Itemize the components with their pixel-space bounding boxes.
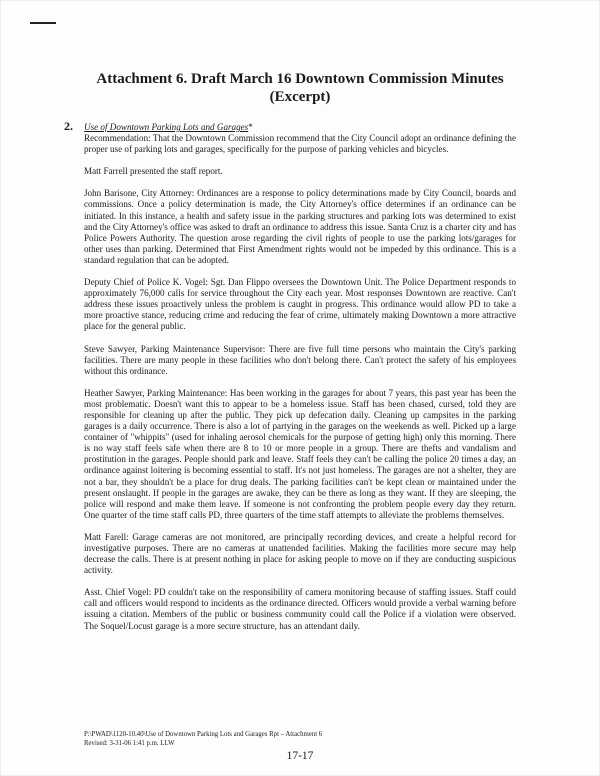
document-title (0, 70, 600, 106)
footer-file-info (84, 731, 322, 748)
paragraph-matt-farell: Matt Farell: Garage cameras are not monitored, are principally recording devices, and create a helpful record for investigative purposes. There are no cameras at unattended facilities. Making the facilities more secure may help decrease the calls. There is at present nothing in place for asking people to move on if they are conducting suspicious activity. (84, 531, 516, 576)
agenda-item-heading (64, 119, 516, 133)
minutes-body (64, 119, 516, 643)
agenda-item-title: Use of Downtown Parking Lots and Garages (84, 122, 249, 132)
paragraph-steve-sawyer: Steve Sawyer, Parking Maintenance Supervisor: There are five full time persons who maintain the City's parking facilities. There are many people in these facilities who don't belong there. Can't protect the safety of his employees without this ordinance. (84, 343, 516, 376)
paragraph-recommendation: Recommendation: That the Downtown Commission recommend that the City Council adopt an ordinance defining the proper use of parking lots and garages, specifically for the purpose of parking vehicles and bicycles. (84, 133, 516, 155)
corner-mark (30, 22, 56, 24)
agenda-item-asterisk: * (248, 122, 253, 132)
paragraph-staff-report: Matt Farrell presented the staff report. (84, 166, 223, 177)
title-line-1: Attachment 6. Draft March 16 Downtown Commission Minutes (96, 71, 504, 87)
page-number: 17-17 (286, 750, 314, 762)
agenda-item-number: 2. (64, 119, 73, 133)
footer-revised: Revised: 3-31-06 1:41 p.m. LLW (84, 739, 175, 747)
title-line-2: (Excerpt) (269, 89, 331, 105)
paragraph-city-attorney: John Barisone, City Attorney: Ordinances are a response to policy determinations made by City Council, boards and commissions. Once a policy determination is made, the City Attorney's office determines if an ordinance can be initiated. In this instance, a health and safety issue in the parking structures and parking lots was determined to exist and the City Attorney's office was asked to draft an ordinance to address this issue. Santa Cruz is a charter city and has Police Powers Authority. The question arose regarding the civil rights of people to use the parking lots/garages for other uses than parking. Determined that First Amendment rights would not be impeded by this ordinance. This is a standard regulation that can be adopted. (84, 188, 516, 265)
paragraph-heather-sawyer: Heather Sawyer, Parking Maintenance: Has been working in the garages for about 7 years, this past year has been the most problematic. Doesn't want this to appear to be a homeless issue. Staff has been chased, cursed, told they are responsible for cleaning up after the public. They pick up defecation daily. Cleaning up campsites in the parking garages is a daily occurrence. There is also a lot of partying in the garages on the weekends as well. Picked up a large container of "whippits" (used for inhaling aerosol chemicals for the purpose of getting high) only this morning. There is no way staff feels safe when there are 8 to 10 or more people in a group. There are thefts and vandalism and prostitution in the garages. People should park and leave. Staff feels they can't be calling the police 20 times a day, an ordinance against loitering is becoming essential to staff. It's not just homeless. The garages are not a shelter, they are not a bar, they shouldn't be a place for drug deals. The parking facilities can't be kept clean or maintained under the present onslaught. If people in the garages are awake, they can be there as long as they want. If they are sleeping, the police will respond and make them leave. If someone is not confronting the problem people every day they return. One quarter of the time staff calls PD, three quarters of the time staff attempts to alleviate the problems themselves. (84, 387, 516, 520)
footer-file-path: P:\PWAD\1120-10.40\Use of Downtown Parking Lots and Garages Rpt – Attachment 6 (84, 731, 323, 738)
paragraph-deputy-chief: Deputy Chief of Police K. Vogel: Sgt. Dan Flippo oversees the Downtown Unit. The Police Department responds to approximately 76,000 calls for service throughout the City each year. Most responses Downtown are reactive. Can't address these issues proactively unless the problem is caught in progress. This ordinance would allow PD to take a more proactive stance, reducing crime and reducing the fear of crime, ultimately making Downtown a more attractive place for the general public. (84, 277, 516, 332)
paragraph-asst-chief-vogel: Asst. Chief Vogel: PD couldn't take on the responsibility of camera monitoring because of staffing issues. Staff could call and officers would respond to incidents as the ordinance directed. Officers would provide a verbal warning before issuing a citation. Members of the public or business community could call the Police if a violation were observed. The Soquel/Locust garage is a more secure structure, has an attendant daily. (84, 587, 516, 631)
